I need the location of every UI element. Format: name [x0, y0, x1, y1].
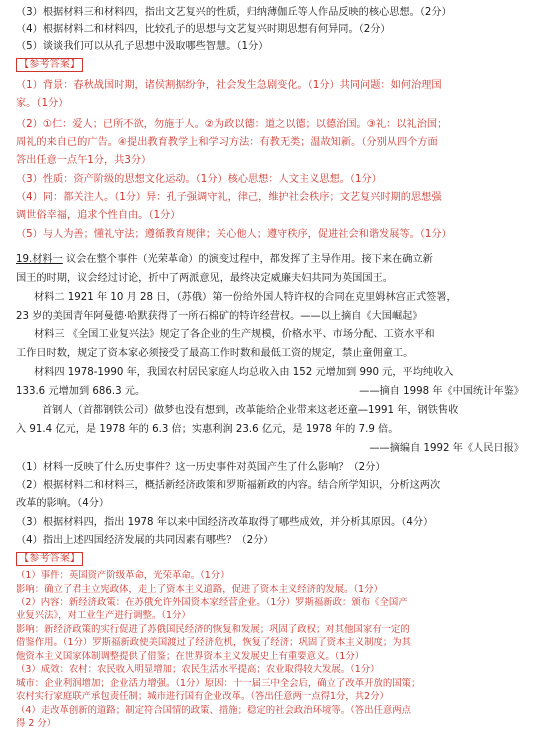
answer-line: 业复兴法》，对工业生产进行调整。（1分）: [16, 610, 191, 622]
answer-line: 影响：确立了君主立宪政体，走上了资本主义道路，促进了资本主义经济的发展。（1分）: [16, 583, 383, 595]
answer-line: （4）同：都关注人。（1分）异：孔子强调守礼，律己，维护社会秩序；文艺复兴时期的思想强: [16, 192, 442, 203]
answer-line: （1）背景：春秋战国时期，诸侯割据纷争，社会发生急剧变化。（1分）共同问题：如何治理国: [16, 80, 442, 91]
question-18-5: （5）谈谈我们可以从孔子思想中汲取哪些智慧。（1分）: [16, 41, 269, 52]
material-4-source: ——摘编自 1992 年《人民日报》: [369, 443, 524, 454]
answer-line: 影响：新经济政策的实行促进了苏俄国民经济的恢复和发展；巩固了政权；对其他国家有一定的: [16, 623, 410, 635]
answer-line: 家。（1分）: [16, 98, 69, 109]
answer-line: 调世俗幸福，追求个性自由。（1分）: [16, 210, 181, 221]
answer-line: （2）①仁：爱人；已所不欲，勿施于人。②为政以德：道之以德；以德治国。③礼：以礼治国；: [16, 119, 448, 130]
material-4-source: ——摘自 1998 年《中国统计年鉴》: [359, 386, 524, 397]
material-2-line: 23 岁的美国青年阿曼德·哈默获得了一所石棉矿的特许经营权。——以上摘自《大国崛起》: [16, 311, 423, 322]
question-19-1: （1）材料一反映了什么历史事件？这一历史事件对英国产生了什么影响？（2分）: [16, 462, 386, 473]
answer-line: （3）性质：资产阶级的思想文化运动。（1分）核心思想：人文主义思想。（1分）: [16, 174, 382, 185]
question-18-3: （3）根据材料三和材料四，指出文艺复兴的性质，归纳薄伽丘等人作品反映的核心思想。（2分）: [16, 7, 452, 18]
answer-tag: 【参考答案】: [16, 552, 83, 566]
answer-line: （3）成效：农村：农民收入明显增加；农民生活水平提高；农业取得较大发展。（1分）: [16, 664, 380, 676]
question-19-number: 19.材料一: [16, 254, 63, 265]
material-3-line: 工作日时数，规定了资本家必须接受了最高工作时数和最低工资的规定，禁止童佣童工。: [16, 348, 414, 359]
question-19-3: （3）根据材料四，指出 1978 年以来中国经济改革取得了哪些成效，并分析其原因。（4分）: [16, 517, 434, 528]
answer-line: 城市：企业利润增加；企业活力增强。（1分）原因：十一届三中全会后，确立了改革开放的国策；: [16, 677, 421, 689]
question-19-4: （4）指出上述四国经济发展的共同因素有哪些？（2分）: [16, 535, 274, 546]
material-1-text: 议会在整个事件（光荣革命）的演变过程中，都发挥了主导作用。接下来在确立新: [62, 254, 433, 265]
answer-heading-19: [16, 552, 524, 566]
answer-line: 答出任意一点午1分，共3分）: [16, 155, 152, 166]
material-1-line: 国王的时期，议会经过讨论，折中了两派意见，最终决定威廉夫妇共同为英国国王。: [16, 273, 393, 284]
material-4-line: 入 91.4 亿元，是 1978 年的 6.3 倍；实惠利润 23.6 亿元，是 1978 年的 7.9 倍。: [16, 424, 399, 435]
material-4-line: 材料四 1978-1990 年，我国农村居民家庭人均总收入由 152 元增加到 990 元，平均纯收入: [34, 367, 454, 378]
question-18-4: （4）根据材料二和材料四，比较孔子的思想与文艺复兴时期思想有何异同。（2分）: [16, 24, 391, 35]
material-4-line: 133.6 元增加到 686.3 元。: [16, 386, 146, 397]
answer-tag: 【参考答案】: [16, 58, 83, 72]
answer-line: 周礼的来自已的广告。④提出教育教学上和学习方法：有教无类；温故知新。（分别从四个方面: [16, 137, 438, 148]
answer-heading-18: [16, 58, 524, 72]
answer-line: （5）与人为善；懂礼守法；遵循教育规律；关心他人；遵守秩序，促进社会和谐发展等。（1分）: [16, 229, 452, 240]
material-3-line: 材料三 《全国工业复兴法》规定了各企业的生产规模，价格水平、市场分配、工资水平和: [34, 329, 435, 340]
answer-line: （1）事件：英国资产阶级革命，光荣革命。（1分）: [16, 570, 230, 581]
answer-line: （2）内容：新经济政策：在苏俄允许外国资本家经营企业。（1分）罗斯福新政：颁布《全国产: [16, 596, 408, 608]
material-1-line: [16, 253, 524, 267]
answer-line: （4）走改革创新的道路；制定符合国情的政策、措施；稳定的社会政治环境等。（答出任意两点: [16, 704, 412, 716]
answer-line: 借鉴作用。（1分）罗斯福新政使美国渡过了经济危机，恢复了经济；巩固了资本主义制度；为其: [16, 637, 412, 649]
answer-line: 农村实行家庭联产承包责任制；城市进行国有企业改革。（答出任意两一点得1分，共2分）: [16, 691, 389, 703]
question-19-2: 改革的影响。（4分）: [16, 498, 110, 509]
answer-line: 得 2 分）: [16, 718, 57, 729]
material-2-line: 材料二 1921 年 10 月 28 日，（苏俄）第一份给外国人特许权的合同在克里姆林宫正式签署，: [34, 292, 457, 303]
material-4-line: 首钢人（首都钢铁公司）做梦也没有想到，改革能给企业带来这老还童—1991 年，钢铁售收: [42, 405, 459, 416]
answer-line: 他资本主义国家体制调整提供了借鉴；在世界资本主义发展史上有重要意义。（1分）: [16, 650, 365, 662]
question-19-2: （2）根据材料二和材料三，概括新经济政策和罗斯福新政的内容。结合所学知识，分析这两次: [16, 480, 441, 491]
